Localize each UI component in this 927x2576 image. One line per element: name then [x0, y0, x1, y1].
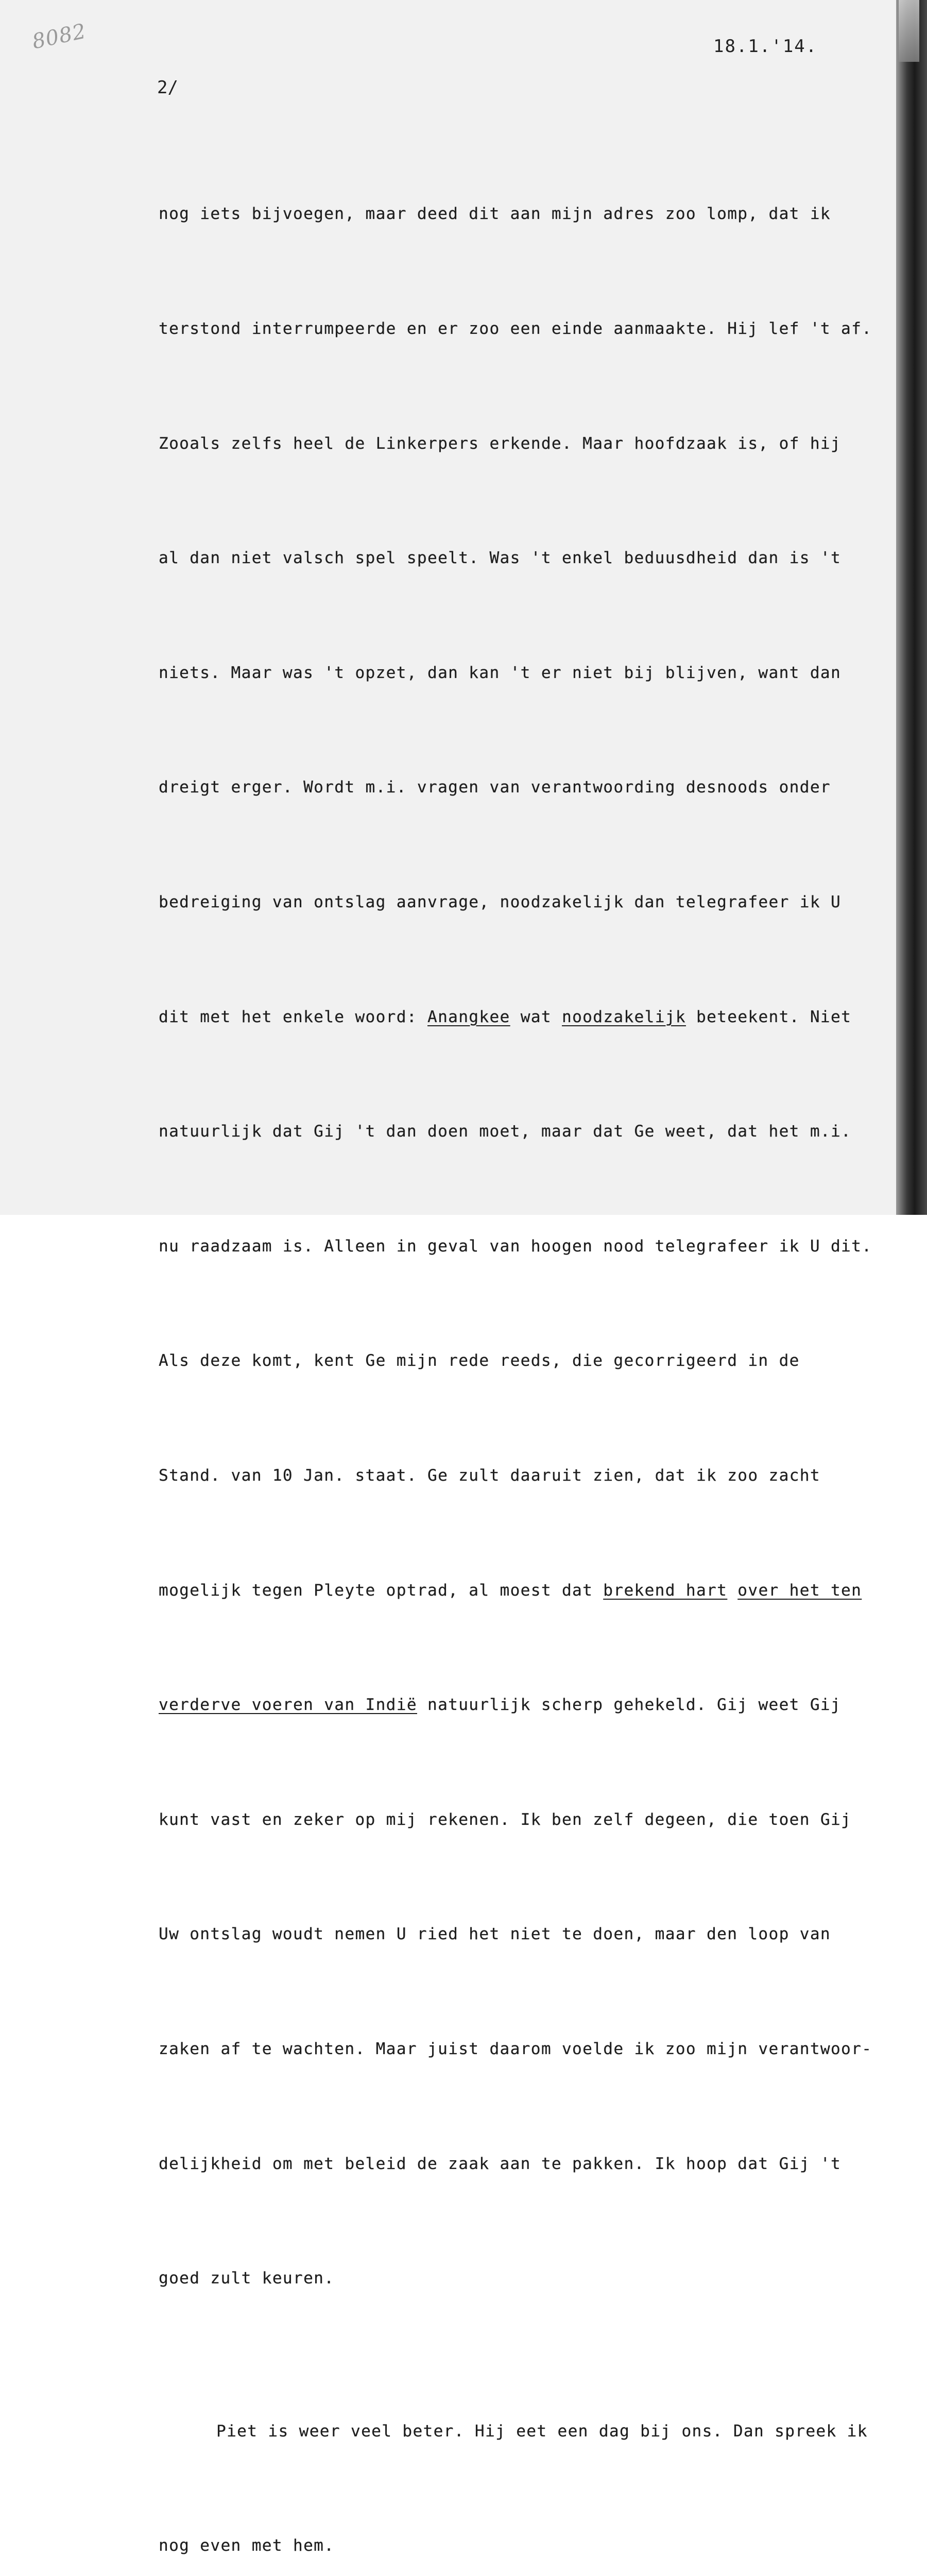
text-line: terstond interrumpeerde en er zoo een einde aanmaakte. Hij lef 't af.	[159, 319, 872, 338]
text-line: goed zult keuren.	[159, 2269, 335, 2288]
text-line: bedreiging van ontslag aanvrage, noodzakelijk dan telegrafeer ik U	[159, 892, 842, 911]
letter-date: 18.1.'14.	[713, 36, 818, 57]
archive-number-mark: 8082	[30, 19, 89, 54]
underlined-word-noodzakelijk: noodzakelijk	[562, 1007, 686, 1026]
text-line	[159, 1571, 921, 1609]
text-line	[159, 1686, 921, 1724]
letter-body	[159, 118, 921, 2576]
text-span: natuurlijk scherp gehekeld. Gij weet Gij	[417, 1696, 842, 1715]
text-line: kunt vast en zeker op mij rekenen. Ik ben zelf degeen, die toen Gij	[159, 1810, 852, 1829]
text-span: dit met het enkele woord:	[159, 1007, 427, 1026]
text-span: mogelijk tegen Pleyte optrad, al moest dat	[159, 1581, 604, 1600]
text-span: wat	[510, 1007, 562, 1026]
text-line: Uw ontslag woudt nemen U ried het niet te doen, maar den loop van	[159, 1925, 831, 1944]
text-line	[159, 998, 921, 1036]
scan-edge-highlight	[899, 0, 919, 62]
underlined-word-anangkee: Anangkee	[427, 1007, 510, 1026]
text-line: nu raadzaam is. Alleen in geval van hoogen nood telegrafeer ik U dit.	[159, 1236, 872, 1256]
text-line: Als deze komt, kent Ge mijn rede reeds, die gecorrigeerd in de	[159, 1351, 800, 1370]
underlined-phrase: brekend hart	[603, 1581, 728, 1600]
text-line: Piet is weer veel beter. Hij eet een dag bij ons. Dan spreek ik	[216, 2421, 868, 2441]
page-number: 2/	[157, 77, 178, 98]
text-line: Zooals zelfs heel de Linkerpers erkende. Maar hoofdzaak is, of hij	[159, 434, 842, 453]
text-line: Stand. van 10 Jan. staat. Ge zult daaruit zien, dat ik zoo zacht	[159, 1466, 820, 1485]
underlined-phrase: verderve voeren van Indië	[159, 1696, 417, 1715]
text-line: nog iets bijvoegen, maar deed dit aan mijn adres zoo lomp, dat ik	[159, 205, 831, 224]
text-line: dreigt erger. Wordt m.i. vragen van verantwoording desnoods onder	[159, 778, 831, 797]
text-span: beteekent. Niet	[685, 1007, 852, 1026]
text-line: nog even met hem.	[159, 2536, 335, 2555]
text-line: al dan niet valsch spel speelt. Was 't enkel beduusdheid dan is 't	[159, 549, 842, 568]
text-line: niets. Maar was 't opzet, dan kan 't er niet bij blijven, want dan	[159, 663, 842, 682]
text-line: zaken af te wachten. Maar juist daarom voelde ik zoo mijn verantwoor-	[159, 2039, 872, 2058]
underlined-phrase: over het ten	[737, 1581, 862, 1600]
text-span	[727, 1581, 737, 1600]
text-line: natuurlijk dat Gij 't dan doen moet, maar dat Ge weet, dat het m.i.	[159, 1122, 852, 1141]
text-line: delijkheid om met beleid de zaak aan te pakken. Ik hoop dat Gij 't	[159, 2154, 842, 2173]
